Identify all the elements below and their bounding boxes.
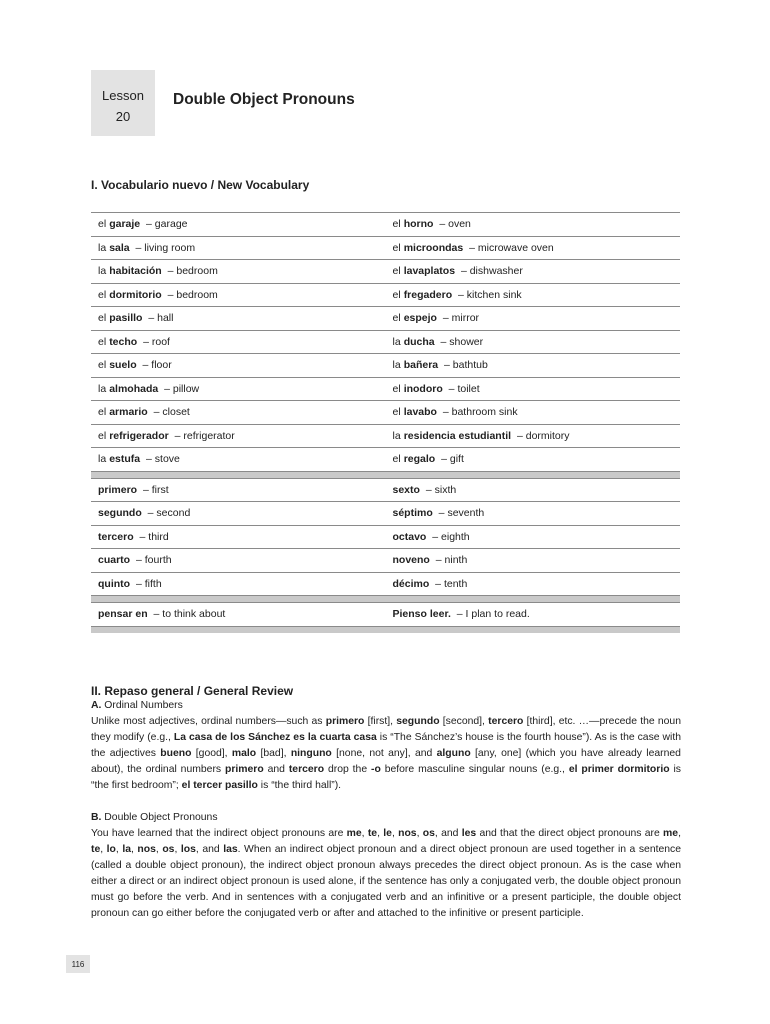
vocab-definition: – bathtub <box>441 359 488 372</box>
vocab-heading: I. Vocabulario nuevo / New Vocabulary <box>91 178 310 192</box>
text-run: and <box>263 764 289 775</box>
vocab-definition: – roof <box>140 335 170 348</box>
vocab-definition: – I plan to read. <box>453 608 530 621</box>
text-run: [second], <box>439 716 489 727</box>
vocab-definition: – tenth <box>432 577 468 590</box>
vocab-row <box>91 602 680 627</box>
vocab-row <box>91 212 680 237</box>
vocab-row <box>91 478 680 503</box>
vocab-definition: – stove <box>143 453 180 466</box>
vocab-cell-right <box>386 284 681 307</box>
vocab-definition: – mirror <box>439 312 480 325</box>
section-a-letter: A. <box>91 700 102 711</box>
bold-term: la <box>122 844 131 855</box>
vocab-definition: – hall <box>145 312 174 325</box>
vocab-cell-left <box>91 502 386 525</box>
vocab-cell-left <box>91 378 386 401</box>
vocab-row <box>91 307 680 331</box>
vocab-definition: – first <box>140 483 169 496</box>
review-heading: II. Repaso general / General Review <box>91 684 294 698</box>
bold-term: le <box>383 828 392 839</box>
text-run: is “The Sánchez’s house is the fourth house”). As is the case with the adjectives <box>91 732 682 759</box>
vocab-cell-right <box>386 526 681 549</box>
text-run: [third], etc. …—precede the noun they modify (e.g., <box>91 716 681 743</box>
vocab-definition: – gift <box>438 453 464 466</box>
article: el <box>98 218 107 231</box>
article: el <box>98 288 107 301</box>
vocab-cell-right <box>386 502 681 525</box>
article: la <box>98 453 107 466</box>
text-run: You have learned that the indirect object pronouns are <box>91 828 347 839</box>
vocab-row <box>91 573 680 597</box>
vocab-term: ducha <box>403 335 435 348</box>
article: el <box>392 312 401 325</box>
vocab-term: quinto <box>98 577 131 590</box>
vocab-term: sala <box>109 241 130 254</box>
vocab-cell-right <box>386 354 681 377</box>
section-b-letter: B. <box>91 812 102 823</box>
vocab-term: pensar en <box>98 608 148 621</box>
vocab-term: techo <box>109 335 138 348</box>
vocab-cell-left <box>91 213 386 236</box>
text-run: is “the third hall”). <box>257 780 342 791</box>
vocab-cell-right <box>386 260 681 283</box>
vocab-term: segundo <box>98 507 142 520</box>
vocab-row <box>91 331 680 355</box>
text-run: , <box>155 844 163 855</box>
vocab-term: microondas <box>403 241 464 254</box>
vocab-term: noveno <box>392 554 430 567</box>
article: el <box>392 241 401 254</box>
vocab-group-ordinals <box>91 478 680 597</box>
vocab-definition: – eighth <box>429 530 470 543</box>
text-run: , <box>391 828 399 839</box>
vocab-cell-right <box>386 603 681 626</box>
vocab-term: residencia estudiantil <box>403 429 512 442</box>
article: el <box>392 406 401 419</box>
bold-term: nos <box>398 828 417 839</box>
vocab-cell-left <box>91 479 386 502</box>
article: el <box>98 335 107 348</box>
vocab-term: cuarto <box>98 554 131 567</box>
vocab-cell-left <box>91 573 386 596</box>
vocab-cell-left <box>91 307 386 330</box>
text-run: , <box>361 828 368 839</box>
article: el <box>98 429 107 442</box>
article: el <box>392 382 401 395</box>
text-run: , <box>377 828 384 839</box>
text-run: [bad], <box>256 748 291 759</box>
bold-term: bueno <box>160 748 192 759</box>
vocab-term: espejo <box>403 312 437 325</box>
text-run: , <box>678 828 681 839</box>
text-run: [none, not any], and <box>331 748 437 759</box>
vocab-row <box>91 526 680 550</box>
article: la <box>392 359 401 372</box>
bold-term: los <box>180 844 196 855</box>
vocab-row <box>91 260 680 284</box>
bold-term: el primer dormitorio <box>568 764 670 775</box>
vocab-term: horno <box>403 218 434 231</box>
text-run: Unlike most adjectives, ordinal numbers—such as <box>91 716 326 727</box>
vocab-definition: – sixth <box>422 483 457 496</box>
article: la <box>98 241 107 254</box>
text-run: [good], <box>191 748 232 759</box>
vocab-definition: – seventh <box>435 507 485 520</box>
vocab-table <box>91 212 680 633</box>
vocab-term: habitación <box>109 265 162 278</box>
vocab-definition: – pillow <box>161 382 200 395</box>
vocab-row <box>91 549 680 573</box>
text-run: , <box>416 828 423 839</box>
lesson-label: Lesson <box>102 88 144 103</box>
vocab-cell-left <box>91 284 386 307</box>
vocab-cell-left <box>91 237 386 260</box>
chapter-title: Double Object Pronouns <box>173 91 355 108</box>
bold-term: primero <box>325 716 365 727</box>
vocab-definition: – shower <box>437 335 484 348</box>
vocab-cell-left <box>91 401 386 424</box>
vocab-definition: – ninth <box>432 554 468 567</box>
vocab-definition: – kitchen sink <box>455 288 522 301</box>
bold-term: me <box>663 828 679 839</box>
bold-term: tercero <box>488 716 524 727</box>
vocab-term: sexto <box>392 483 420 496</box>
vocab-definition: – third <box>136 530 169 543</box>
vocab-cell-right <box>386 448 681 471</box>
vocab-definition: – dormitory <box>514 429 570 442</box>
bold-term: malo <box>231 748 257 759</box>
vocab-cell-right <box>386 425 681 448</box>
vocab-definition: – closet <box>150 406 190 419</box>
text-run: , <box>115 844 123 855</box>
vocab-definition: – oven <box>436 218 471 231</box>
bold-term: primero <box>225 764 264 775</box>
vocab-cell-left <box>91 354 386 377</box>
vocab-cell-right <box>386 213 681 236</box>
vocab-term: lavabo <box>403 406 437 419</box>
vocab-cell-right <box>386 378 681 401</box>
text-run: , <box>131 844 138 855</box>
vocab-row <box>91 354 680 378</box>
article: el <box>392 265 401 278</box>
text-run: [first], <box>364 716 397 727</box>
text-run: , <box>100 844 107 855</box>
vocab-definition: – floor <box>139 359 172 372</box>
bold-term: segundo <box>396 716 440 727</box>
text-run: , and <box>434 828 462 839</box>
lesson-badge <box>91 70 155 136</box>
vocab-cell-left <box>91 425 386 448</box>
article: el <box>98 359 107 372</box>
section-b-paragraph <box>91 826 681 922</box>
text-run: , <box>174 844 181 855</box>
bold-term: el tercer pasillo <box>181 780 258 791</box>
bold-term: os <box>422 828 435 839</box>
vocab-group-expressions <box>91 602 680 627</box>
article: la <box>98 265 107 278</box>
vocab-term: Pienso leer. <box>392 608 451 621</box>
vocab-definition: – garage <box>143 218 188 231</box>
vocab-definition: – living room <box>132 241 196 254</box>
vocab-definition: – refrigerator <box>171 429 235 442</box>
text-run: before masculine singular nouns (e.g., <box>380 764 569 775</box>
text-run: . When an indirect object pronoun and a direct object pronoun are used together in a sentence (called a double object pronoun), the indirect object pronoun always precedes the direct object pronoun. As is the case when either a direct or an indirect object pronoun is used alone, if the sentence has only a conjugated verb, the double object pronoun must go before the verb. And in sentences with a conjugated verb and an infinitive or a present participle, the double object pronoun can go either before the conjugated verb or after and attached to the infinitive or present participle. <box>91 844 682 919</box>
vocab-term: estufa <box>109 453 141 466</box>
vocab-group-nouns <box>91 212 680 472</box>
vocab-cell-right <box>386 401 681 424</box>
vocab-term: séptimo <box>392 507 433 520</box>
vocab-cell-left <box>91 260 386 283</box>
vocab-cell-left <box>91 331 386 354</box>
vocab-definition: – bedroom <box>164 265 218 278</box>
text-run: is “the first bedroom”; <box>91 764 681 791</box>
article: el <box>392 453 401 466</box>
article: la <box>392 429 401 442</box>
bold-term: La casa de los Sánchez es la cuarta casa <box>173 732 377 743</box>
vocab-term: tercero <box>98 530 134 543</box>
vocab-cell-right <box>386 331 681 354</box>
vocab-row <box>91 502 680 526</box>
vocab-term: armario <box>109 406 148 419</box>
bold-term: os <box>162 844 175 855</box>
article: el <box>98 406 107 419</box>
vocab-cell-right <box>386 573 681 596</box>
bold-term: te <box>91 844 101 855</box>
vocab-row <box>91 448 680 472</box>
vocab-definition: – second <box>144 507 191 520</box>
vocab-term: lavaplatos <box>403 265 456 278</box>
article: la <box>392 335 401 348</box>
vocab-definition: – fifth <box>133 577 162 590</box>
vocab-row <box>91 237 680 261</box>
vocab-cell-left <box>91 448 386 471</box>
page-number: 116 <box>66 955 90 973</box>
vocab-definition: – fourth <box>133 554 172 567</box>
bold-term: te <box>367 828 378 839</box>
vocab-term: bañera <box>403 359 439 372</box>
bold-term: me <box>346 828 362 839</box>
section-a-paragraph <box>91 714 681 794</box>
bold-term: les <box>461 828 477 839</box>
vocab-term: primero <box>98 483 138 496</box>
vocab-cell-left <box>91 549 386 572</box>
article: el <box>392 218 401 231</box>
vocab-definition: – bedroom <box>164 288 218 301</box>
section-a-title: Ordinal Numbers <box>104 700 183 711</box>
vocab-term: inodoro <box>403 382 443 395</box>
section-a <box>91 698 681 794</box>
lesson-number: 20 <box>115 109 131 124</box>
group-divider <box>91 627 680 633</box>
vocab-row <box>91 425 680 449</box>
vocab-definition: – dishwasher <box>458 265 523 278</box>
section-b-title: Double Object Pronouns <box>104 812 218 823</box>
bold-term: tercero <box>288 764 325 775</box>
article: el <box>98 312 107 325</box>
vocab-row <box>91 378 680 402</box>
bold-term: nos <box>137 844 156 855</box>
vocab-row <box>91 401 680 425</box>
vocab-cell-right <box>386 237 681 260</box>
vocab-cell-left <box>91 603 386 626</box>
vocab-term: garaje <box>109 218 141 231</box>
text-run: and that the direct object pronouns are <box>476 828 664 839</box>
bold-term: alguno <box>436 748 471 759</box>
vocab-definition: – toilet <box>445 382 480 395</box>
vocab-term: suelo <box>109 359 137 372</box>
bold-term: ninguno <box>290 748 332 759</box>
vocab-cell-left <box>91 526 386 549</box>
vocab-definition: – bathroom sink <box>439 406 518 419</box>
vocab-definition: – to think about <box>150 608 226 621</box>
article: la <box>98 382 107 395</box>
vocab-term: décimo <box>392 577 430 590</box>
vocab-term: almohada <box>109 382 159 395</box>
vocab-row <box>91 284 680 308</box>
text-run: , and <box>195 844 224 855</box>
vocab-term: fregadero <box>403 288 453 301</box>
vocab-cell-right <box>386 479 681 502</box>
bold-term: las <box>223 844 238 855</box>
section-b <box>91 810 681 922</box>
article: el <box>392 288 401 301</box>
text-run: [any, one] (which you have already learned about), the ordinal numbers <box>91 748 681 775</box>
text-run: drop the <box>324 764 371 775</box>
vocab-term: pasillo <box>109 312 143 325</box>
vocab-definition: – microwave oven <box>466 241 554 254</box>
vocab-term: refrigerador <box>109 429 169 442</box>
bold-term: lo <box>106 844 116 855</box>
vocab-term: regalo <box>403 453 436 466</box>
vocab-cell-right <box>386 307 681 330</box>
vocab-term: dormitorio <box>109 288 162 301</box>
bold-term: -o <box>371 764 381 775</box>
vocab-term: octavo <box>392 530 427 543</box>
vocab-cell-right <box>386 549 681 572</box>
